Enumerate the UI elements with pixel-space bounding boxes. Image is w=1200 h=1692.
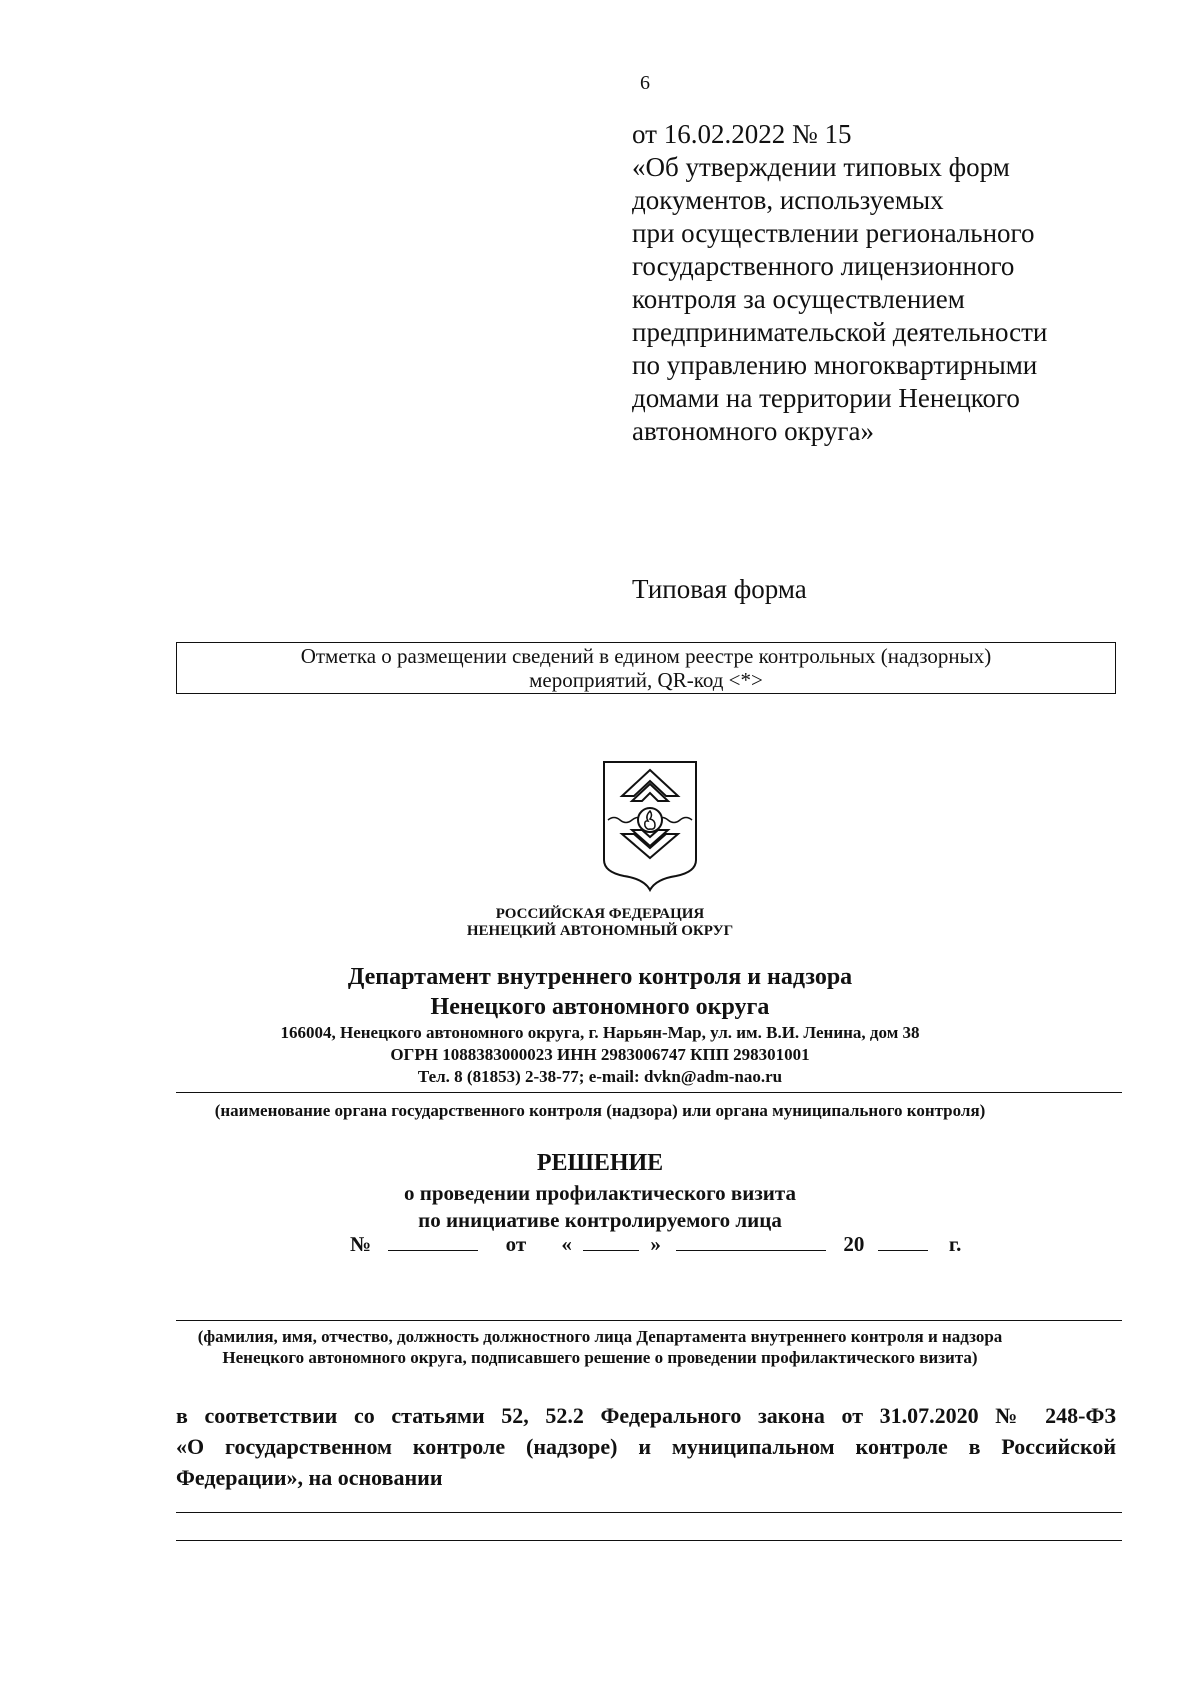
order-line: государственного лицензионного (632, 251, 1015, 281)
body-line: «О государственном контроле (надзоре) и муниципальном контроле в Российской (176, 1434, 1116, 1459)
body-line: в соответствии со статьями 52, 52.2 Федерального закона от 31.07.2020 № 248-ФЗ (176, 1403, 1116, 1428)
year-prefix: 20 (843, 1232, 865, 1256)
order-line: «Об утверждении типовых форм (632, 152, 1010, 182)
department-line: Ненецкого автономного округа (430, 994, 770, 1020)
department-registration: ОГРН 1088383000023 ИНН 2983006747 КПП 298301001 (390, 1045, 810, 1064)
form-type-label: Типовая форма (632, 574, 807, 604)
official-caption (0, 1326, 1200, 1368)
year-suffix: г. (948, 1232, 962, 1256)
country-name (0, 906, 1200, 940)
department-contacts: Тел. 8 (81853) 2-38-77; e-mail: dvkn@adm-nao.ru (417, 1067, 783, 1086)
official-blank-line[interactable] (176, 1320, 1122, 1321)
basis-blank-line[interactable] (176, 1512, 1122, 1513)
page-number: 6 (640, 72, 650, 94)
quote-close: » (650, 1232, 661, 1256)
order-line: предпринимательской деятельности (632, 317, 1048, 347)
department-address: 166004, Ненецкого автономного округа, г. Нарьян-Мар, ул. им. В.И. Ленина, дом 38 (280, 1023, 920, 1042)
decision-title: РЕШЕНИЕ (536, 1150, 664, 1176)
order-line: от 16.02.2022 № 15 (632, 119, 852, 149)
body-paragraph (176, 1400, 1116, 1493)
body-line: Федерации», на основании (176, 1465, 443, 1490)
order-line: домами на территории Ненецкого (632, 383, 1020, 413)
official-caption-line: Ненецкого автономного округа, подписавшего решение о проведении профилактического визита) (222, 1348, 978, 1367)
department-title (0, 962, 1200, 1022)
quote-open: « (561, 1232, 572, 1256)
order-line: контроля за осуществлением (632, 284, 965, 314)
month-blank-field[interactable] (676, 1232, 826, 1251)
coat-of-arms-icon (602, 760, 698, 892)
registry-note-line: мероприятий, QR-код <*> (529, 668, 763, 692)
order-line: по управлению многоквартирными (632, 350, 1038, 380)
divider-line (176, 1092, 1122, 1093)
organ-caption: (наименование органа государственного контроля (надзора) или органа муниципального контроля) (214, 1101, 986, 1120)
decision-subtitle-line: о проведении профилактического визита (404, 1181, 796, 1205)
registry-note-line: Отметка о размещении сведений в едином реестре контрольных (надзорных) (300, 644, 992, 668)
from-label: от (505, 1232, 527, 1256)
registry-note-box (176, 642, 1116, 694)
year-blank-field[interactable] (878, 1232, 928, 1251)
department-line: Департамент внутреннего контроля и надзора (347, 964, 853, 990)
decision-subtitle (0, 1180, 1200, 1234)
day-blank-field[interactable] (583, 1232, 639, 1251)
number-label: № (350, 1232, 372, 1256)
order-line: при осуществлении регионального (632, 218, 1035, 248)
number-blank-field[interactable] (388, 1232, 478, 1251)
order-line: документов, используемых (632, 185, 944, 215)
order-line: автономного округа» (632, 416, 874, 446)
basis-blank-line[interactable] (176, 1540, 1122, 1541)
department-details (0, 1022, 1200, 1088)
official-caption-line: (фамилия, имя, отчество, должность должностного лица Департамента внутреннего контроля и надзора (197, 1327, 1003, 1346)
country-line: РОССИЙСКАЯ ФЕДЕРАЦИЯ (495, 906, 705, 922)
decision-number-line (350, 1232, 961, 1257)
region-line: НЕНЕЦКИЙ АВТОНОМНЫЙ ОКРУГ (466, 923, 734, 939)
decision-subtitle-line: по инициативе контролируемого лица (418, 1208, 782, 1232)
order-reference (632, 118, 1132, 448)
